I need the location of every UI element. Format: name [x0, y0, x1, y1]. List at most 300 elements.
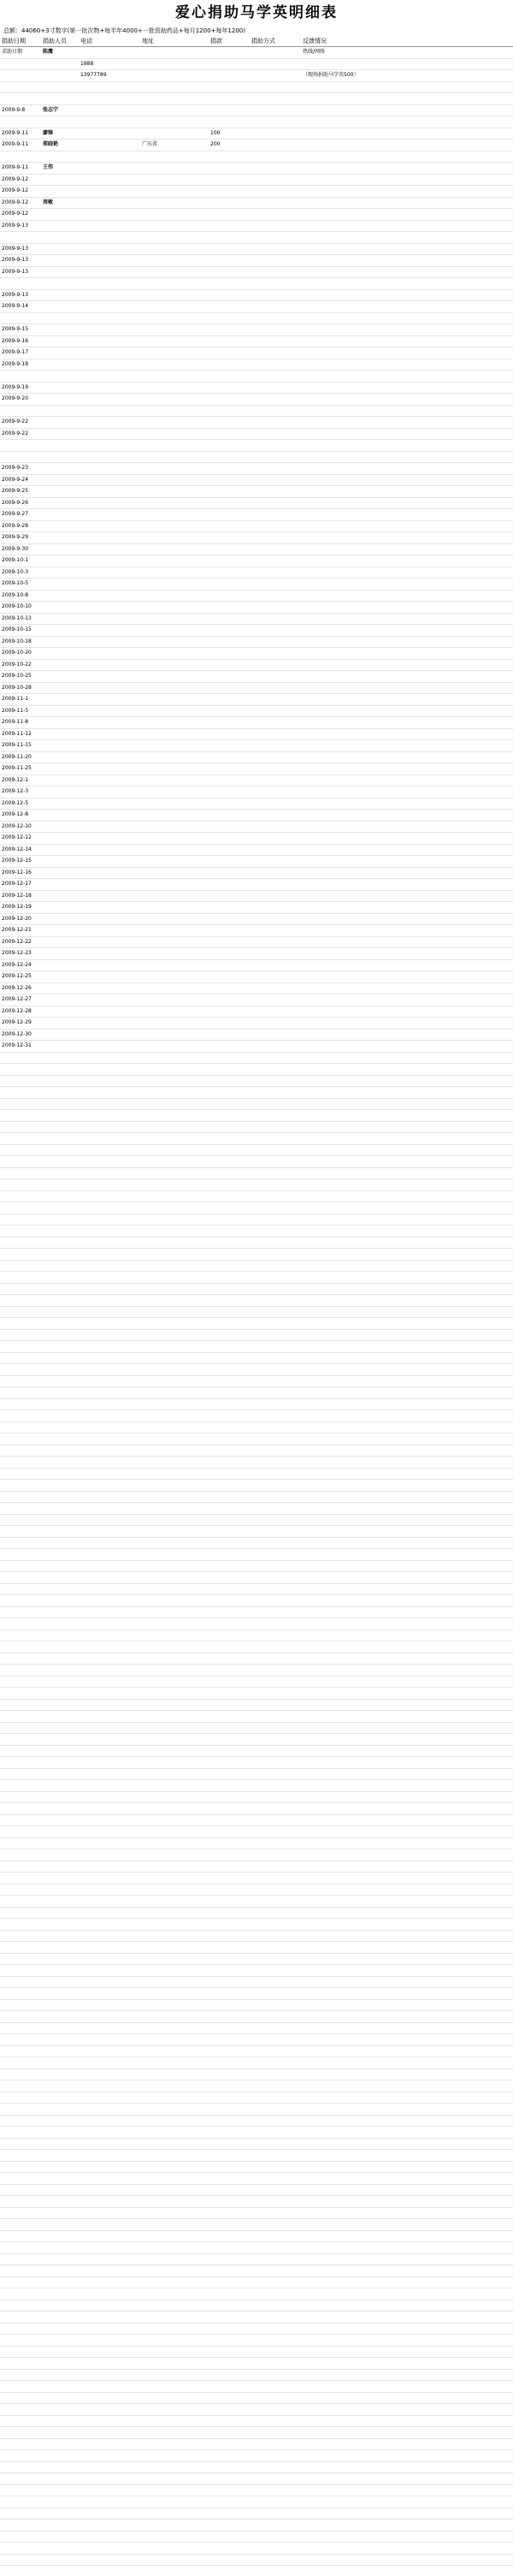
- cell-feedback: [301, 371, 439, 382]
- cell-phone: [79, 1030, 140, 1041]
- cell-method: [250, 960, 301, 971]
- cell-feedback: [301, 406, 439, 417]
- cell-name: [41, 717, 79, 728]
- table-row-empty: [0, 2208, 513, 2220]
- table-row: [0, 822, 513, 834]
- cell-feedback: 热线/网络: [303, 49, 326, 55]
- cell-phone: [79, 105, 140, 116]
- cell-name: [41, 209, 79, 220]
- cell-name: [41, 983, 79, 994]
- table-row: [0, 486, 513, 498]
- table-row-empty: [0, 2242, 513, 2254]
- cell-name: [41, 475, 79, 486]
- cell-method: [250, 70, 301, 81]
- cell-address: [140, 845, 209, 856]
- table-row: [0, 798, 513, 810]
- cell-feedback: [301, 186, 439, 197]
- cell-date: 2009-10-3: [2, 568, 29, 575]
- cell-method: [250, 59, 301, 70]
- table-row-empty: [0, 2473, 513, 2485]
- cell-date: 2009-12-17: [2, 881, 32, 887]
- cell-name: [41, 347, 79, 359]
- cell-address: [140, 648, 209, 659]
- cell-phone: [79, 1041, 140, 1052]
- cell-phone: [79, 267, 140, 278]
- cell-feedback: [301, 452, 439, 463]
- table-row: [0, 786, 513, 798]
- cell-date: 2009-10-1: [2, 557, 29, 563]
- cell-method: [250, 683, 301, 694]
- table-row: [0, 868, 513, 880]
- cell-address: [140, 925, 209, 936]
- cell-name: [41, 591, 79, 602]
- cell-name: [41, 879, 79, 890]
- cell-address: [140, 937, 209, 948]
- cell-feedback: [301, 521, 439, 532]
- header-address: 地址: [142, 38, 154, 45]
- table-row: [0, 278, 513, 290]
- cell-amount: [209, 763, 250, 775]
- cell-feedback: [301, 509, 439, 520]
- cell-date: 2009-12-19: [2, 904, 32, 910]
- cell-method: [250, 1018, 301, 1029]
- table-row-empty: [0, 1492, 513, 1504]
- cell-method: [250, 706, 301, 717]
- cell-amount: [209, 383, 250, 394]
- cell-address: [140, 994, 209, 1006]
- cell-date: 2009-9-19: [2, 383, 29, 390]
- table-row: [0, 209, 513, 221]
- table-row-empty: [0, 2277, 513, 2289]
- cell-amount: [209, 822, 250, 833]
- cell-address: [140, 786, 209, 798]
- cell-amount: [209, 625, 250, 636]
- cell-method: [250, 313, 301, 324]
- table-row-empty: [0, 1226, 513, 1238]
- cell-method: [250, 244, 301, 255]
- cell-address: [140, 509, 209, 520]
- cell-phone: [79, 555, 140, 567]
- cell-date: 2009-9-20: [2, 395, 29, 401]
- table-row: [0, 902, 513, 914]
- cell-amount: [209, 452, 250, 463]
- cell-date: 2009-12-20: [2, 915, 32, 922]
- cell-phone: [79, 786, 140, 798]
- cell-feedback: （现场捐助马学英500）: [303, 72, 359, 78]
- cell-date: [0, 452, 41, 463]
- table-row-empty: [0, 1734, 513, 1746]
- cell-method: [250, 1041, 301, 1052]
- table-row: [0, 660, 513, 672]
- cell-amount: [209, 406, 250, 417]
- table-row: [0, 555, 513, 567]
- cell-method: [250, 694, 301, 705]
- cell-phone: [79, 440, 140, 451]
- cell-method: [250, 591, 301, 602]
- cell-address: [140, 729, 209, 740]
- cell-amount: [209, 914, 250, 925]
- cell-address: [140, 1018, 209, 1029]
- cell-feedback: [301, 59, 439, 70]
- cell-amount: [209, 175, 250, 186]
- table-row-empty: [0, 2381, 513, 2393]
- page-title: 爱心捐助马学英明细表: [175, 4, 338, 21]
- table-row: [0, 1018, 513, 1030]
- table-row-empty: [0, 1364, 513, 1376]
- table-row-empty: [0, 2531, 513, 2543]
- cell-address: [140, 833, 209, 844]
- cell-feedback: [301, 1006, 439, 1018]
- table-row-empty: [0, 1849, 513, 1861]
- cell-date: 2009-9-13: [2, 222, 29, 229]
- table-row: [0, 429, 513, 441]
- table-row-empty: [0, 2439, 513, 2451]
- cell-phone: [79, 868, 140, 879]
- table-row-empty: [0, 2080, 513, 2092]
- cell-phone: [79, 301, 140, 312]
- cell-address: [140, 914, 209, 925]
- cell-address: [140, 625, 209, 636]
- cell-phone: [79, 775, 140, 786]
- cell-method: [250, 752, 301, 763]
- cell-amount: [209, 717, 250, 728]
- cell-amount: [209, 948, 250, 959]
- cell-amount: [209, 1018, 250, 1029]
- cell-name: [41, 891, 79, 902]
- table-row: [0, 336, 513, 348]
- cell-feedback: [301, 463, 439, 474]
- cell-address: [140, 555, 209, 567]
- table-row: [0, 1030, 513, 1042]
- cell-address: [140, 324, 209, 335]
- table-row-empty: [0, 1064, 513, 1076]
- cell-name: [41, 706, 79, 717]
- cell-address: [140, 868, 209, 879]
- cell-phone: [79, 175, 140, 186]
- cell-amount: [209, 591, 250, 602]
- cell-phone: [79, 82, 140, 93]
- cell-name: [41, 971, 79, 982]
- cell-amount: [209, 70, 250, 81]
- cell-name: [41, 567, 79, 579]
- table-row: [0, 324, 513, 336]
- cell-amount: [209, 971, 250, 982]
- cell-address: [140, 290, 209, 301]
- cell-date: 2009-9-27: [2, 511, 29, 517]
- cell-amount: [209, 475, 250, 486]
- cell-phone: [79, 1018, 140, 1029]
- cell-date: 2009-12-31: [2, 1042, 32, 1048]
- cell-amount: [209, 937, 250, 948]
- table-row-empty: [0, 1261, 513, 1273]
- table-row: [0, 729, 513, 741]
- cell-method: [250, 209, 301, 220]
- cell-name: [41, 822, 79, 833]
- cell-feedback: [301, 544, 439, 555]
- cell-amount: [209, 752, 250, 763]
- table-row-empty: [0, 1908, 513, 1920]
- cell-amount: [209, 509, 250, 520]
- table-row-empty: [0, 1445, 513, 1457]
- cell-address: [140, 70, 209, 81]
- cell-feedback: [301, 232, 439, 243]
- cell-phone: [79, 833, 140, 844]
- table-row: [0, 717, 513, 729]
- cell-phone: [79, 371, 140, 382]
- cell-amount: [209, 798, 250, 810]
- table-row-empty: [0, 1746, 513, 1758]
- cell-method: [250, 786, 301, 798]
- cell-phone: [79, 347, 140, 359]
- cell-phone: [79, 521, 140, 532]
- table-row: [0, 948, 513, 960]
- table-row-empty: [0, 1076, 513, 1088]
- table-row-empty: [0, 1711, 513, 1723]
- cell-feedback: [301, 948, 439, 959]
- cell-feedback: [301, 290, 439, 301]
- cell-method: [250, 810, 301, 821]
- cell-date: 2009-9-24: [2, 476, 29, 483]
- cell-phone: [79, 151, 140, 163]
- table-row-empty: [0, 1780, 513, 1792]
- cell-phone: [79, 914, 140, 925]
- table-row-empty: [0, 1885, 513, 1896]
- table-row-empty: [0, 1630, 513, 1642]
- table-row-empty: [0, 2508, 513, 2520]
- cell-amount: [209, 313, 250, 324]
- cell-feedback: [301, 486, 439, 497]
- cell-amount: [209, 151, 250, 163]
- cell-address: [140, 336, 209, 347]
- table-row-empty: [0, 1965, 513, 1977]
- cell-phone: [79, 614, 140, 625]
- table-row-empty: [0, 1191, 513, 1203]
- cell-method: [250, 555, 301, 567]
- cell-date: [0, 151, 41, 163]
- table-row-empty: [0, 1410, 513, 1422]
- cell-date: 2009-10-18: [2, 638, 32, 644]
- cell-method: [250, 717, 301, 728]
- cell-phone: [79, 925, 140, 936]
- table-row: [0, 971, 513, 983]
- cell-phone: [79, 971, 140, 982]
- cell-address: [140, 775, 209, 786]
- table-row: [0, 614, 513, 626]
- table-row-empty: [0, 1572, 513, 1584]
- cell-phone: [79, 810, 140, 821]
- cell-method: [250, 394, 301, 405]
- table-row-empty: [0, 2358, 513, 2370]
- cell-address: [140, 232, 209, 243]
- table-row: [0, 70, 513, 82]
- cell-method: [250, 637, 301, 648]
- cell-phone: [79, 486, 140, 497]
- cell-address: [140, 301, 209, 312]
- cell-address: [140, 463, 209, 474]
- cell-amount: [209, 891, 250, 902]
- table-row-empty: [0, 2393, 513, 2405]
- cell-date: 2009-11-1: [2, 696, 29, 702]
- cell-method: [250, 579, 301, 590]
- cell-date: 2009-9-11: [2, 129, 29, 136]
- cell-feedback: [301, 267, 439, 278]
- table-row: [0, 498, 513, 510]
- table-row: [0, 383, 513, 395]
- table-row-empty: [0, 2173, 513, 2185]
- cell-feedback: [301, 313, 439, 324]
- cell-date: 2009-11-8: [2, 719, 29, 725]
- cell-address: [140, 902, 209, 913]
- cell-address: [140, 614, 209, 625]
- cell-amount: [209, 93, 250, 104]
- header-date: 捐助日期: [2, 38, 26, 45]
- table-row: [0, 833, 513, 845]
- cell-phone: [79, 244, 140, 255]
- cell-name: [41, 383, 79, 394]
- table-row: [0, 648, 513, 660]
- table-row-empty: [0, 2543, 513, 2555]
- table-row-empty: [0, 1399, 513, 1411]
- cell-feedback: [301, 914, 439, 925]
- cell-feedback: [301, 163, 439, 174]
- cell-feedback: [301, 994, 439, 1006]
- cell-feedback: [301, 591, 439, 602]
- table-row: [0, 1041, 513, 1053]
- cell-address: [140, 244, 209, 255]
- cell-feedback: [301, 786, 439, 798]
- table-row: [0, 937, 513, 949]
- cell-phone: [79, 694, 140, 705]
- cell-feedback: [301, 729, 439, 740]
- table-row-empty: [0, 2335, 513, 2347]
- cell-feedback: [301, 475, 439, 486]
- cell-amount: [209, 336, 250, 347]
- cell-address: [140, 486, 209, 497]
- table-row: [0, 521, 513, 533]
- cell-phone: [79, 822, 140, 833]
- cell-phone: [79, 498, 140, 509]
- cell-phone: [79, 729, 140, 740]
- cell-feedback: [301, 822, 439, 833]
- cell-address: [140, 971, 209, 982]
- cell-address: [140, 822, 209, 833]
- cell-date: 2009-12-18: [2, 892, 32, 899]
- table-row-empty: [0, 1433, 513, 1445]
- cell-method: [250, 740, 301, 751]
- table-row-empty: [0, 1238, 513, 1249]
- cell-amount: [209, 486, 250, 497]
- cell-name: [41, 845, 79, 856]
- cell-date: 2009-12-1: [2, 776, 29, 783]
- table-row-empty: [0, 1214, 513, 1226]
- table-row: [0, 359, 513, 371]
- table-row-empty: [0, 1515, 513, 1527]
- table-row: [0, 163, 513, 175]
- cell-name: [41, 729, 79, 740]
- cell-amount: [209, 994, 250, 1006]
- cell-date: 2009-9-12: [2, 175, 29, 182]
- cell-address: [140, 82, 209, 93]
- cell-name: [41, 116, 79, 128]
- cell-date: 2009-9-12: [2, 199, 29, 205]
- cell-address: [140, 660, 209, 671]
- table-body: [0, 47, 513, 2566]
- cell-phone: [79, 752, 140, 763]
- table-row-empty: [0, 1307, 513, 1319]
- cell-amount: [209, 301, 250, 312]
- cell-amount: [209, 740, 250, 751]
- cell-feedback: [301, 810, 439, 821]
- table-row-empty: [0, 2265, 513, 2277]
- cell-name: [41, 221, 79, 232]
- cell-method: [250, 105, 301, 116]
- cell-method: [250, 139, 301, 151]
- table-row: [0, 116, 513, 128]
- cell-date: 2009-12-15: [2, 858, 32, 864]
- cell-method: [250, 486, 301, 497]
- cell-feedback: [301, 983, 439, 994]
- cell-name: [41, 614, 79, 625]
- cell-method: [250, 429, 301, 440]
- table-row-empty: [0, 1422, 513, 1434]
- table-row-empty: [0, 2023, 513, 2035]
- cell-amount: [209, 244, 250, 255]
- cell-date: 2009-9-22: [2, 430, 29, 436]
- cell-date: 2009-9-29: [2, 534, 29, 540]
- table-row: [0, 175, 513, 187]
- cell-phone: [79, 763, 140, 775]
- cell-address: [140, 93, 209, 104]
- cell-amount: 100: [210, 129, 221, 136]
- cell-phone: [79, 706, 140, 717]
- cell-feedback: [301, 937, 439, 948]
- cell-name: [41, 175, 79, 186]
- table-row: [0, 255, 513, 267]
- cell-amount: [209, 868, 250, 879]
- cell-feedback: [301, 752, 439, 763]
- cell-feedback: [301, 440, 439, 451]
- cell-name: [41, 417, 79, 428]
- cell-address: [140, 394, 209, 405]
- cell-name: [41, 868, 79, 879]
- cell-feedback: [301, 960, 439, 971]
- cell-phone: [79, 856, 140, 867]
- cell-method: [250, 336, 301, 347]
- cell-feedback: [301, 879, 439, 890]
- cell-phone: [79, 637, 140, 648]
- table-row-empty: [0, 1700, 513, 1712]
- table-row-empty: [0, 2057, 513, 2069]
- cell-method: [250, 301, 301, 312]
- cell-phone: [79, 567, 140, 579]
- cell-date: 2009-12-27: [2, 996, 32, 1002]
- table-row-empty: [0, 1353, 513, 1365]
- cell-feedback: [301, 278, 439, 289]
- table-row-empty: [0, 2162, 513, 2174]
- cell-amount: [209, 105, 250, 116]
- table-row-empty: [0, 1156, 513, 1168]
- cell-name: [41, 798, 79, 810]
- cell-phone: [79, 383, 140, 394]
- cell-address: [140, 371, 209, 382]
- cell-address: [140, 417, 209, 428]
- cell-date: 2009-9-15: [2, 326, 29, 332]
- cell-amount: [209, 845, 250, 856]
- table-row-empty: [0, 2485, 513, 2497]
- cell-method: [250, 1006, 301, 1018]
- cell-method: [250, 232, 301, 243]
- cell-date: 2009-9-30: [2, 545, 29, 552]
